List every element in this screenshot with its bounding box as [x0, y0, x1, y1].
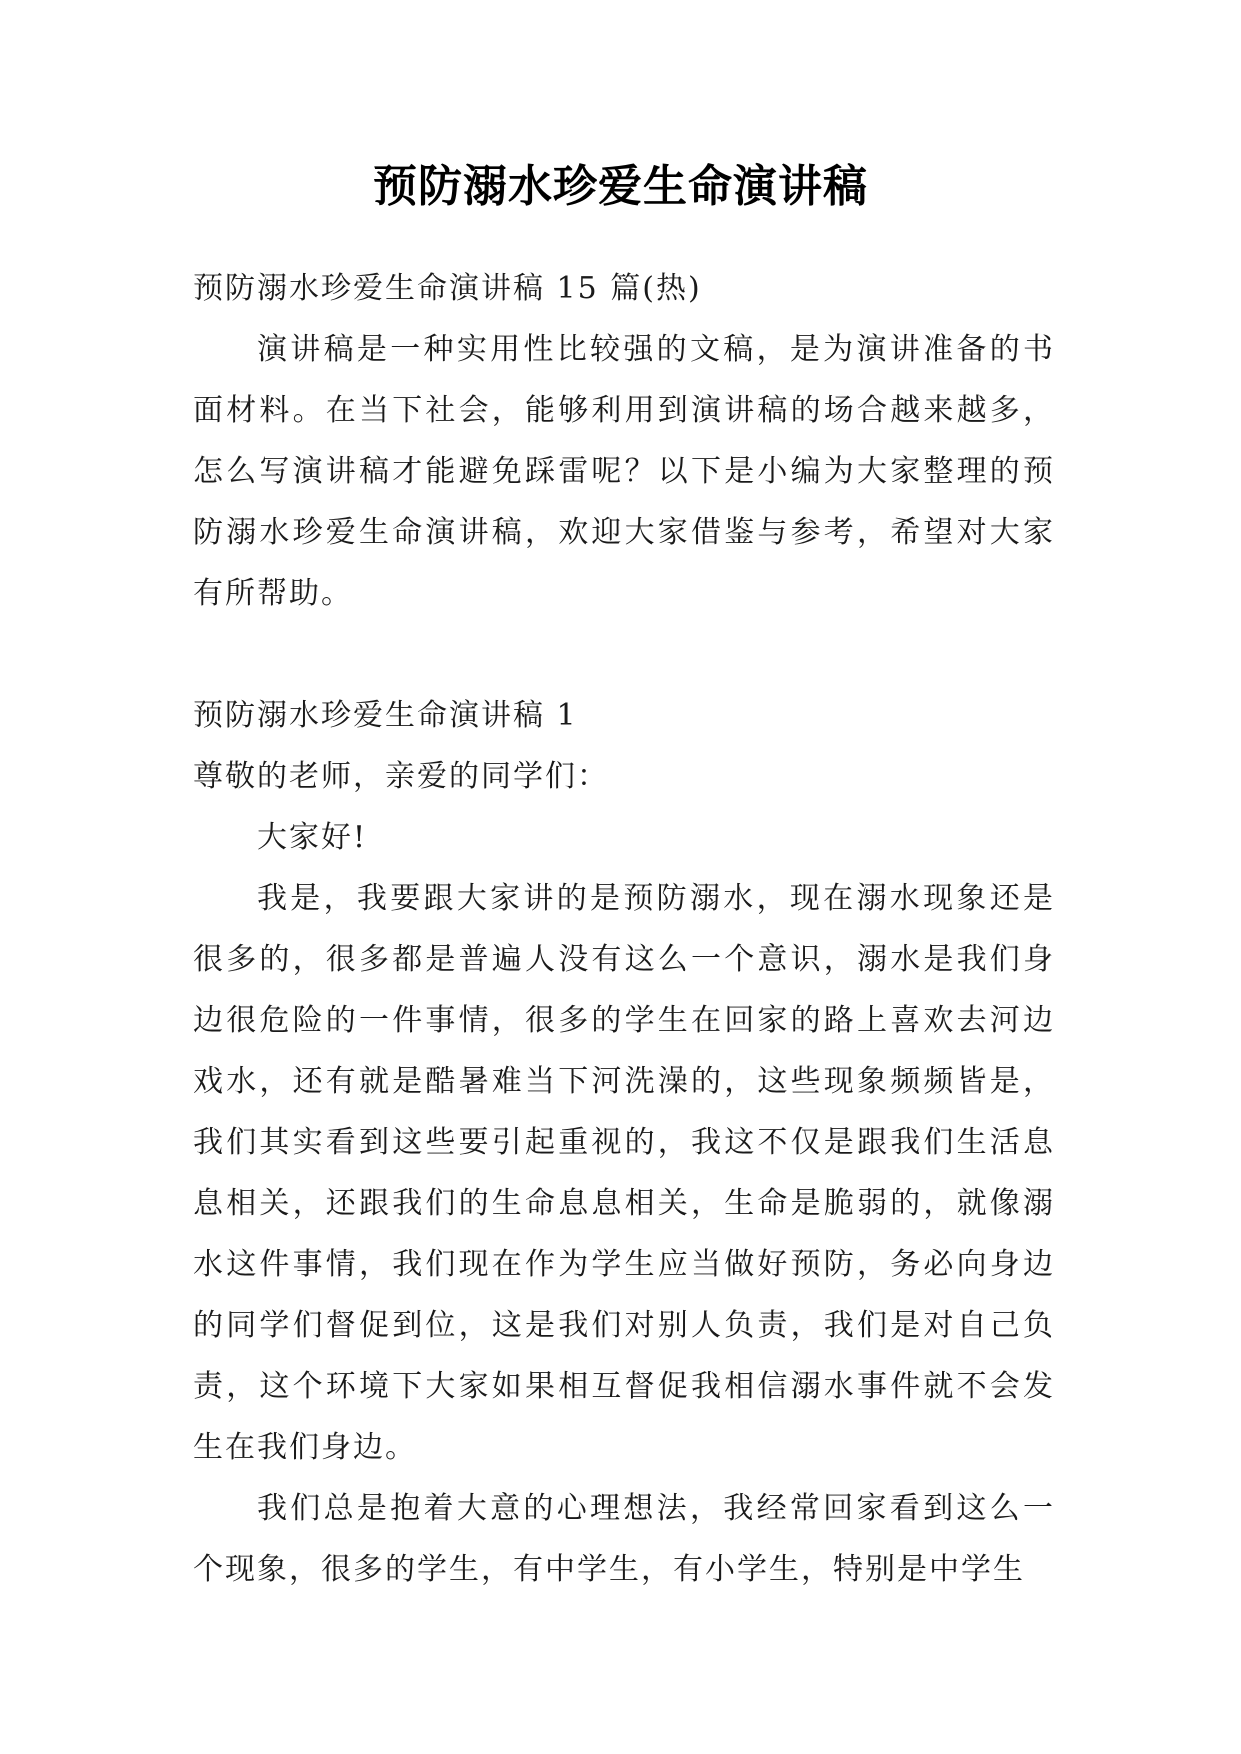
- body-paragraph: 我们总是抱着大意的心理想法，我经常回家看到这么一个现象，很多的学生，有中学生，有小学生，特别是中学生: [193, 1491, 1055, 1587]
- document-subtitle: 预防溺水珍爱生命演讲稿 15 篇(热): [193, 271, 702, 306]
- body-paragraph: 我是，我要跟大家讲的是预防溺水，现在溺水现象还是很多的，很多都是普遍人没有这么一个意识，溺水是我们身边很危险的一件事情，很多的学生在回家的路上喜欢去河边戏水，还有就是酷暑难当下河洗澡的，这些现象频频皆是，我们其实看到这些要引起重视的，我这不仅是跟我们生活息息相关，还跟我们的生命息息相关，生命是脆弱的，就像溺水这件事情，我们现在作为学生应当做好预防，务必向身边的同学们督促到位，这是我们对别人负责，我们是对自己负责，这个环境下大家如果相互督促我相信溺水事件就不会发生在我们身边。: [193, 881, 1055, 1465]
- intro-paragraph: 演讲稿是一种实用性比较强的文稿，是为演讲准备的书面材料。在当下社会，能够利用到演讲稿的场合越来越多，怎么写演讲稿才能避免踩雷呢？以下是小编为大家整理的预防溺水珍爱生命演讲稿，欢迎大家借鉴与参考，希望对大家有所帮助。: [193, 332, 1055, 611]
- section-heading: 预防溺水珍爱生命演讲稿 1: [193, 698, 578, 733]
- document-title: 预防溺水珍爱生命演讲稿: [373, 161, 868, 212]
- document-body: [193, 258, 1055, 1600]
- salutation: 尊敬的老师，亲爱的同学们：: [193, 759, 609, 794]
- greeting: 大家好!: [257, 820, 368, 855]
- section-spacer: [193, 624, 1055, 685]
